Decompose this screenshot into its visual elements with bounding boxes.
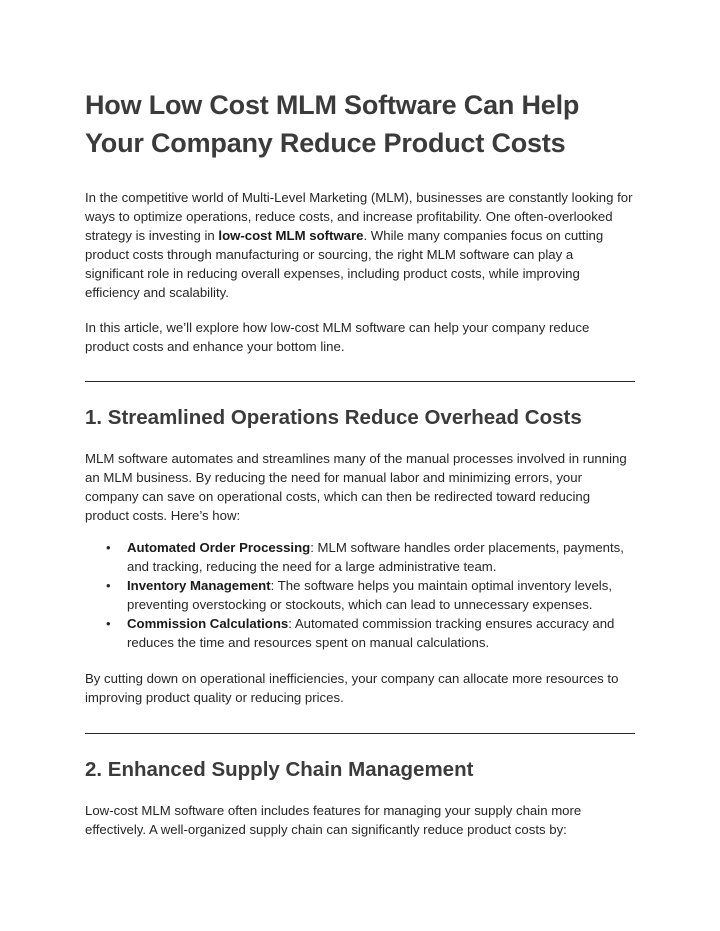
intro-paragraph-2: In this article, we’ll explore how low-cost MLM software can help your company reduce product costs and enhance your bottom line. [85, 320, 590, 354]
intro-text-start: In the competitive world of Multi-Level Marketing (MLM), businesses are constantly looking for ways to optimize operations, reduce costs, and increase profitability. One often-overlooked strategy is investing in [85, 190, 633, 243]
bullet-icon: • [106, 578, 111, 593]
intro-bold-phrase: low-cost MLM software [218, 228, 364, 243]
section-1-heading: 1. Streamlined Operations Reduce Overhead Costs [85, 406, 582, 429]
section-divider [85, 381, 635, 382]
section-2-paragraph: Low-cost MLM software often includes features for managing your supply chain more effectively. A well-organized supply chain can significantly reduce product costs by: [85, 803, 582, 837]
list-item [106, 614, 635, 652]
list-item-text: : MLM software handles order placements, payments, and tracking, reducing the need for a large administrative team. [127, 540, 624, 574]
list-item-bold: Commission Calculations [127, 616, 289, 631]
section-1-paragraph: MLM software automates and streamlines many of the manual processes involved in running an MLM business. By reducing the need for manual labor and minimizing errors, your company can save on operational costs, which can then be redirected toward reducing product costs. Here’s how: [85, 451, 627, 523]
list-item-bold: Automated Order Processing [127, 540, 311, 555]
list-item-bold: Inventory Management [127, 578, 271, 593]
article [85, 86, 635, 839]
section-1-bullet-list [85, 538, 635, 652]
list-item [106, 538, 635, 576]
list-item-text: : Automated commission tracking ensures accuracy and reduces the time and resources spent on manual calculations. [127, 616, 615, 650]
bullet-icon: • [106, 616, 111, 631]
section-divider [85, 733, 635, 734]
intro-paragraph [85, 188, 635, 302]
list-item [106, 576, 635, 614]
section-2-heading: 2. Enhanced Supply Chain Management [85, 758, 474, 781]
section-1-closing: By cutting down on operational inefficiencies, your company can allocate more resources to improving product quality or reducing prices. [85, 671, 619, 705]
intro-text-end: . While many companies focus on cutting product costs through manufacturing or sourcing, the right MLM software can play a significant role in reducing overall expenses, including product costs, while improving efficiency and scalability. [85, 228, 604, 300]
list-item-text: : The software helps you maintain optimal inventory levels, preventing overstocking or stockouts, which can lead to unnecessary expenses. [127, 578, 612, 612]
bullet-icon: • [106, 540, 111, 555]
article-title: How Low Cost MLM Software Can Help Your Company Reduce Product Costs [85, 90, 580, 158]
